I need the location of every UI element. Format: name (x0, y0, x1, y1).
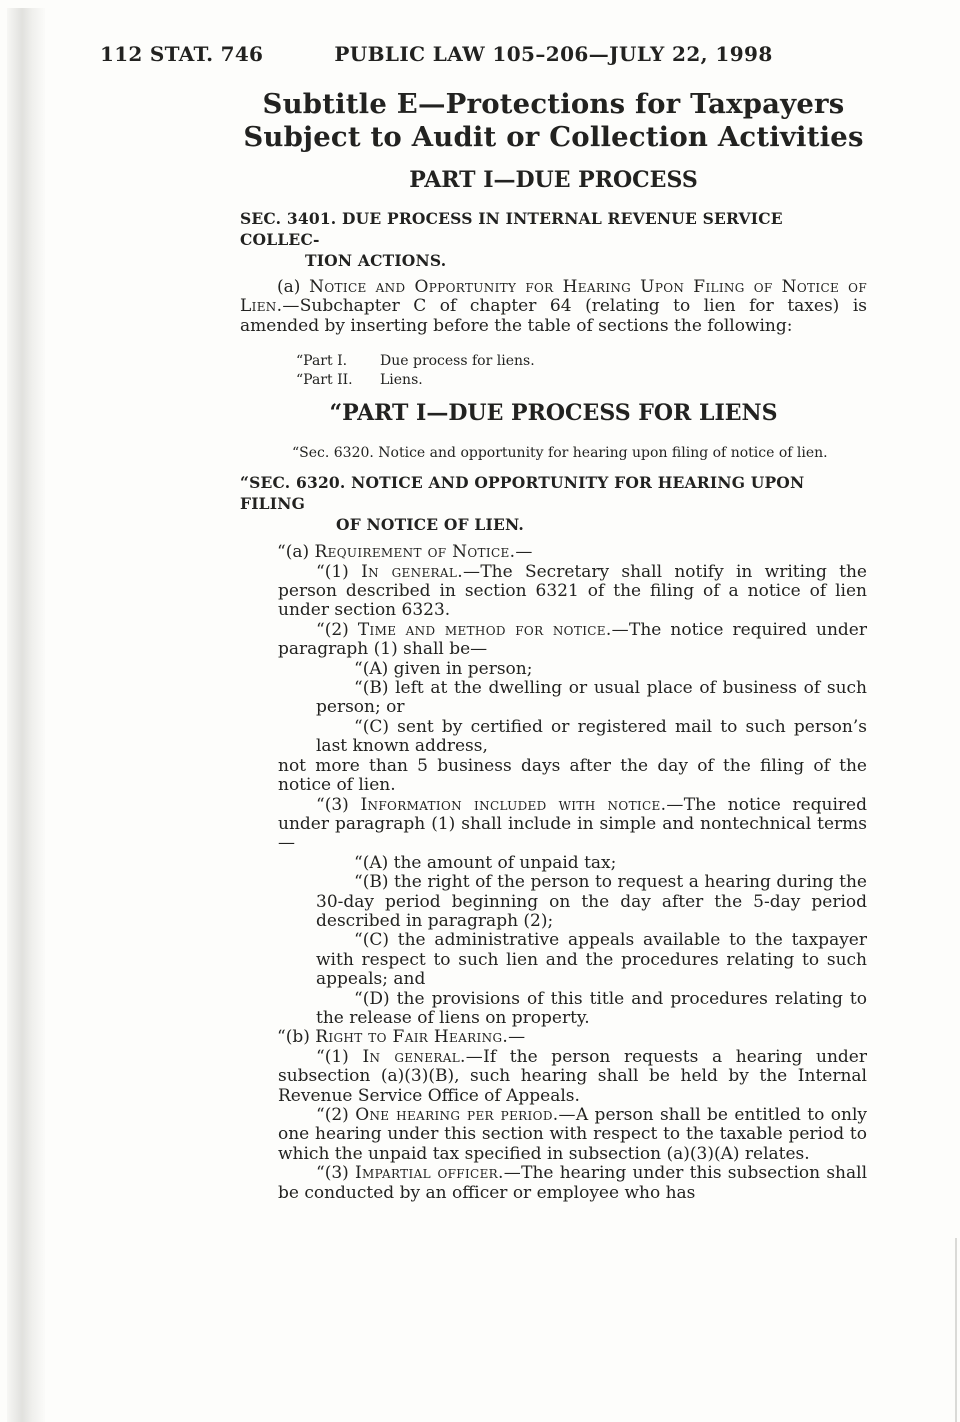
toc-label: “Part II. (296, 372, 353, 389)
sec-3401-heading-line1: SEC. 3401. DUE PROCESS IN INTERNAL REVENUE SERVICE COLLEC- (240, 209, 783, 249)
sec-6320-heading-line1: “SEC. 6320. NOTICE AND OPPORTUNITY FOR HEARING UPON FILING (240, 473, 805, 514)
paragraph-smallcaps-heading: Information included with notice.— (360, 794, 684, 815)
subtitle-heading (240, 88, 867, 154)
subsection-a-amending-text (240, 278, 867, 336)
paragraph-text: The hearing under this subsection shall be conducted by an officer or employee who has (278, 1163, 868, 1203)
section-analysis-line: “Sec. 6320. Notice and opportunity for hearing upon filing of notice of lien. (292, 445, 828, 462)
statute-paragraph-a1 (240, 563, 867, 621)
toc-text: Due process for liens. (380, 353, 535, 370)
paragraph-smallcaps-heading: One hearing per period.— (355, 1105, 576, 1125)
statute-paragraph-a (240, 543, 867, 562)
paragraph-designation: (a) (277, 277, 310, 297)
paragraph-smallcaps-heading: Notice and Opportunity for Hearing Upon Filing of Notice of Lien.— (240, 277, 867, 317)
paragraph-designation: “(3) (316, 1163, 355, 1184)
paragraph-text: The Secretary shall notify in writing the person described in section 6321 of the filing of a notice of lien under section 6323. (278, 561, 867, 621)
statute-paragraph-a2-flush (240, 757, 867, 796)
part-i-heading: PART I—DUE PROCESS (409, 167, 698, 193)
paragraph-text: The notice required under paragraph (1) shall include in simple and nontechnical terms— (278, 794, 868, 854)
statute-paragraph-a2B (240, 679, 867, 718)
statute-body (240, 543, 867, 1203)
paragraph-text: If the person requests a hearing under subsection (a)(3)(B), such hearing shall be held by the Internal Revenue Service Office of Appeals. (278, 1046, 867, 1106)
paragraph-designation: “(1) (316, 561, 362, 582)
paragraph-smallcaps-heading: Time and method for notice.— (357, 619, 629, 640)
paragraph-designation: “(1) (316, 1046, 363, 1067)
statute-paragraph-a3 (240, 796, 867, 854)
subtitle-heading-line2: Subject to Audit or Collection Activities (243, 121, 864, 153)
running-head-law-title: PUBLIC LAW 105–206—JULY 22, 1998 (334, 42, 773, 66)
paragraph-designation: “(a) (277, 542, 315, 563)
paragraph-designation: “(b) (277, 1027, 316, 1048)
paragraph-smallcaps-heading: In general.— (361, 561, 481, 582)
statute-paragraph-b3 (240, 1164, 867, 1203)
sec-6320-heading-line2: OF NOTICE OF LIEN. (336, 515, 524, 535)
sec-3401-heading-line2: TION ACTIONS. (305, 251, 447, 270)
scan-edge-shadow (7, 8, 45, 1422)
scan-edge-line (955, 1238, 957, 1422)
paragraph-designation: “(3) (316, 794, 361, 815)
page-content (240, 0, 867, 1203)
statute-paragraph-a2A (240, 660, 867, 679)
statute-paragraph-b2 (240, 1106, 867, 1164)
paragraph-text: “(C) the administrative appeals available to the taxpayer with respect to such lien and the procedures relating to such appeals; and (316, 930, 867, 990)
paragraph-smallcaps-heading: Right to Fair Hearing.— (315, 1027, 526, 1048)
paragraph-text: “(A) given in person; (354, 658, 533, 679)
paragraph-designation: “(2) (316, 1105, 356, 1125)
sec-3401-heading (240, 208, 867, 271)
paragraph-designation: “(2) (316, 619, 358, 640)
paragraph-smallcaps-heading: Impartial officer.— (355, 1163, 522, 1184)
paragraph-text: “(B) left at the dwelling or usual place of business of such person; or (316, 678, 867, 718)
toc-label: “Part I. (296, 353, 348, 370)
statute-paragraph-a3D (240, 990, 867, 1029)
toc-row-part-2 (296, 371, 867, 390)
statute-paragraph-a2C (240, 718, 867, 757)
statute-paragraph-a3B (240, 873, 867, 931)
stat-page-number: 112 STAT. 746 (100, 42, 264, 66)
statute-paragraph-a3C (240, 931, 867, 989)
paragraph-text: “(A) the amount of unpaid tax; (354, 852, 617, 873)
paragraph-text: “(B) the right of the person to request a hearing during the 30-day period beginning on the day after the 5-day period described in paragraph (2); (316, 872, 867, 931)
paragraph-text: The notice required under paragraph (1) shall be— (278, 619, 867, 660)
paragraph-text: “(C) sent by certified or registered mail to such person’s last known address, (316, 716, 867, 757)
paragraph-text: A person shall be entitled to only one hearing under this section with respect to the taxable period to which the unpaid tax specified in subsection (a)(3)(A) relates. (278, 1105, 867, 1164)
statute-paragraph-b (240, 1028, 867, 1047)
toc-row-part-1 (296, 352, 867, 371)
statute-paragraph-b1 (240, 1048, 867, 1106)
paragraph-text: Subchapter C of chapter 64 (relating to lien for taxes) is amended by inserting before the table of sections the following: (240, 296, 867, 336)
quoted-part-i-heading: “PART I—DUE PROCESS FOR LIENS (329, 400, 778, 427)
sec-6320-heading (240, 472, 867, 535)
paragraph-text: “(D) the provisions of this title and procedures relating to the release of liens on property. (316, 988, 867, 1028)
toc-text: Liens. (380, 372, 423, 389)
paragraph-text: not more than 5 business days after the day of the filing of the notice of lien. (278, 755, 867, 796)
statute-paragraph-a2 (240, 621, 867, 660)
paragraph-smallcaps-heading: In general.— (362, 1046, 484, 1067)
parts-table-of-contents (296, 352, 867, 390)
statute-paragraph-a3A (240, 854, 867, 873)
paragraph-smallcaps-heading: Requirement of Notice.— (314, 542, 533, 563)
subtitle-heading-line1: Subtitle E—Protections for Taxpayers (262, 88, 845, 120)
